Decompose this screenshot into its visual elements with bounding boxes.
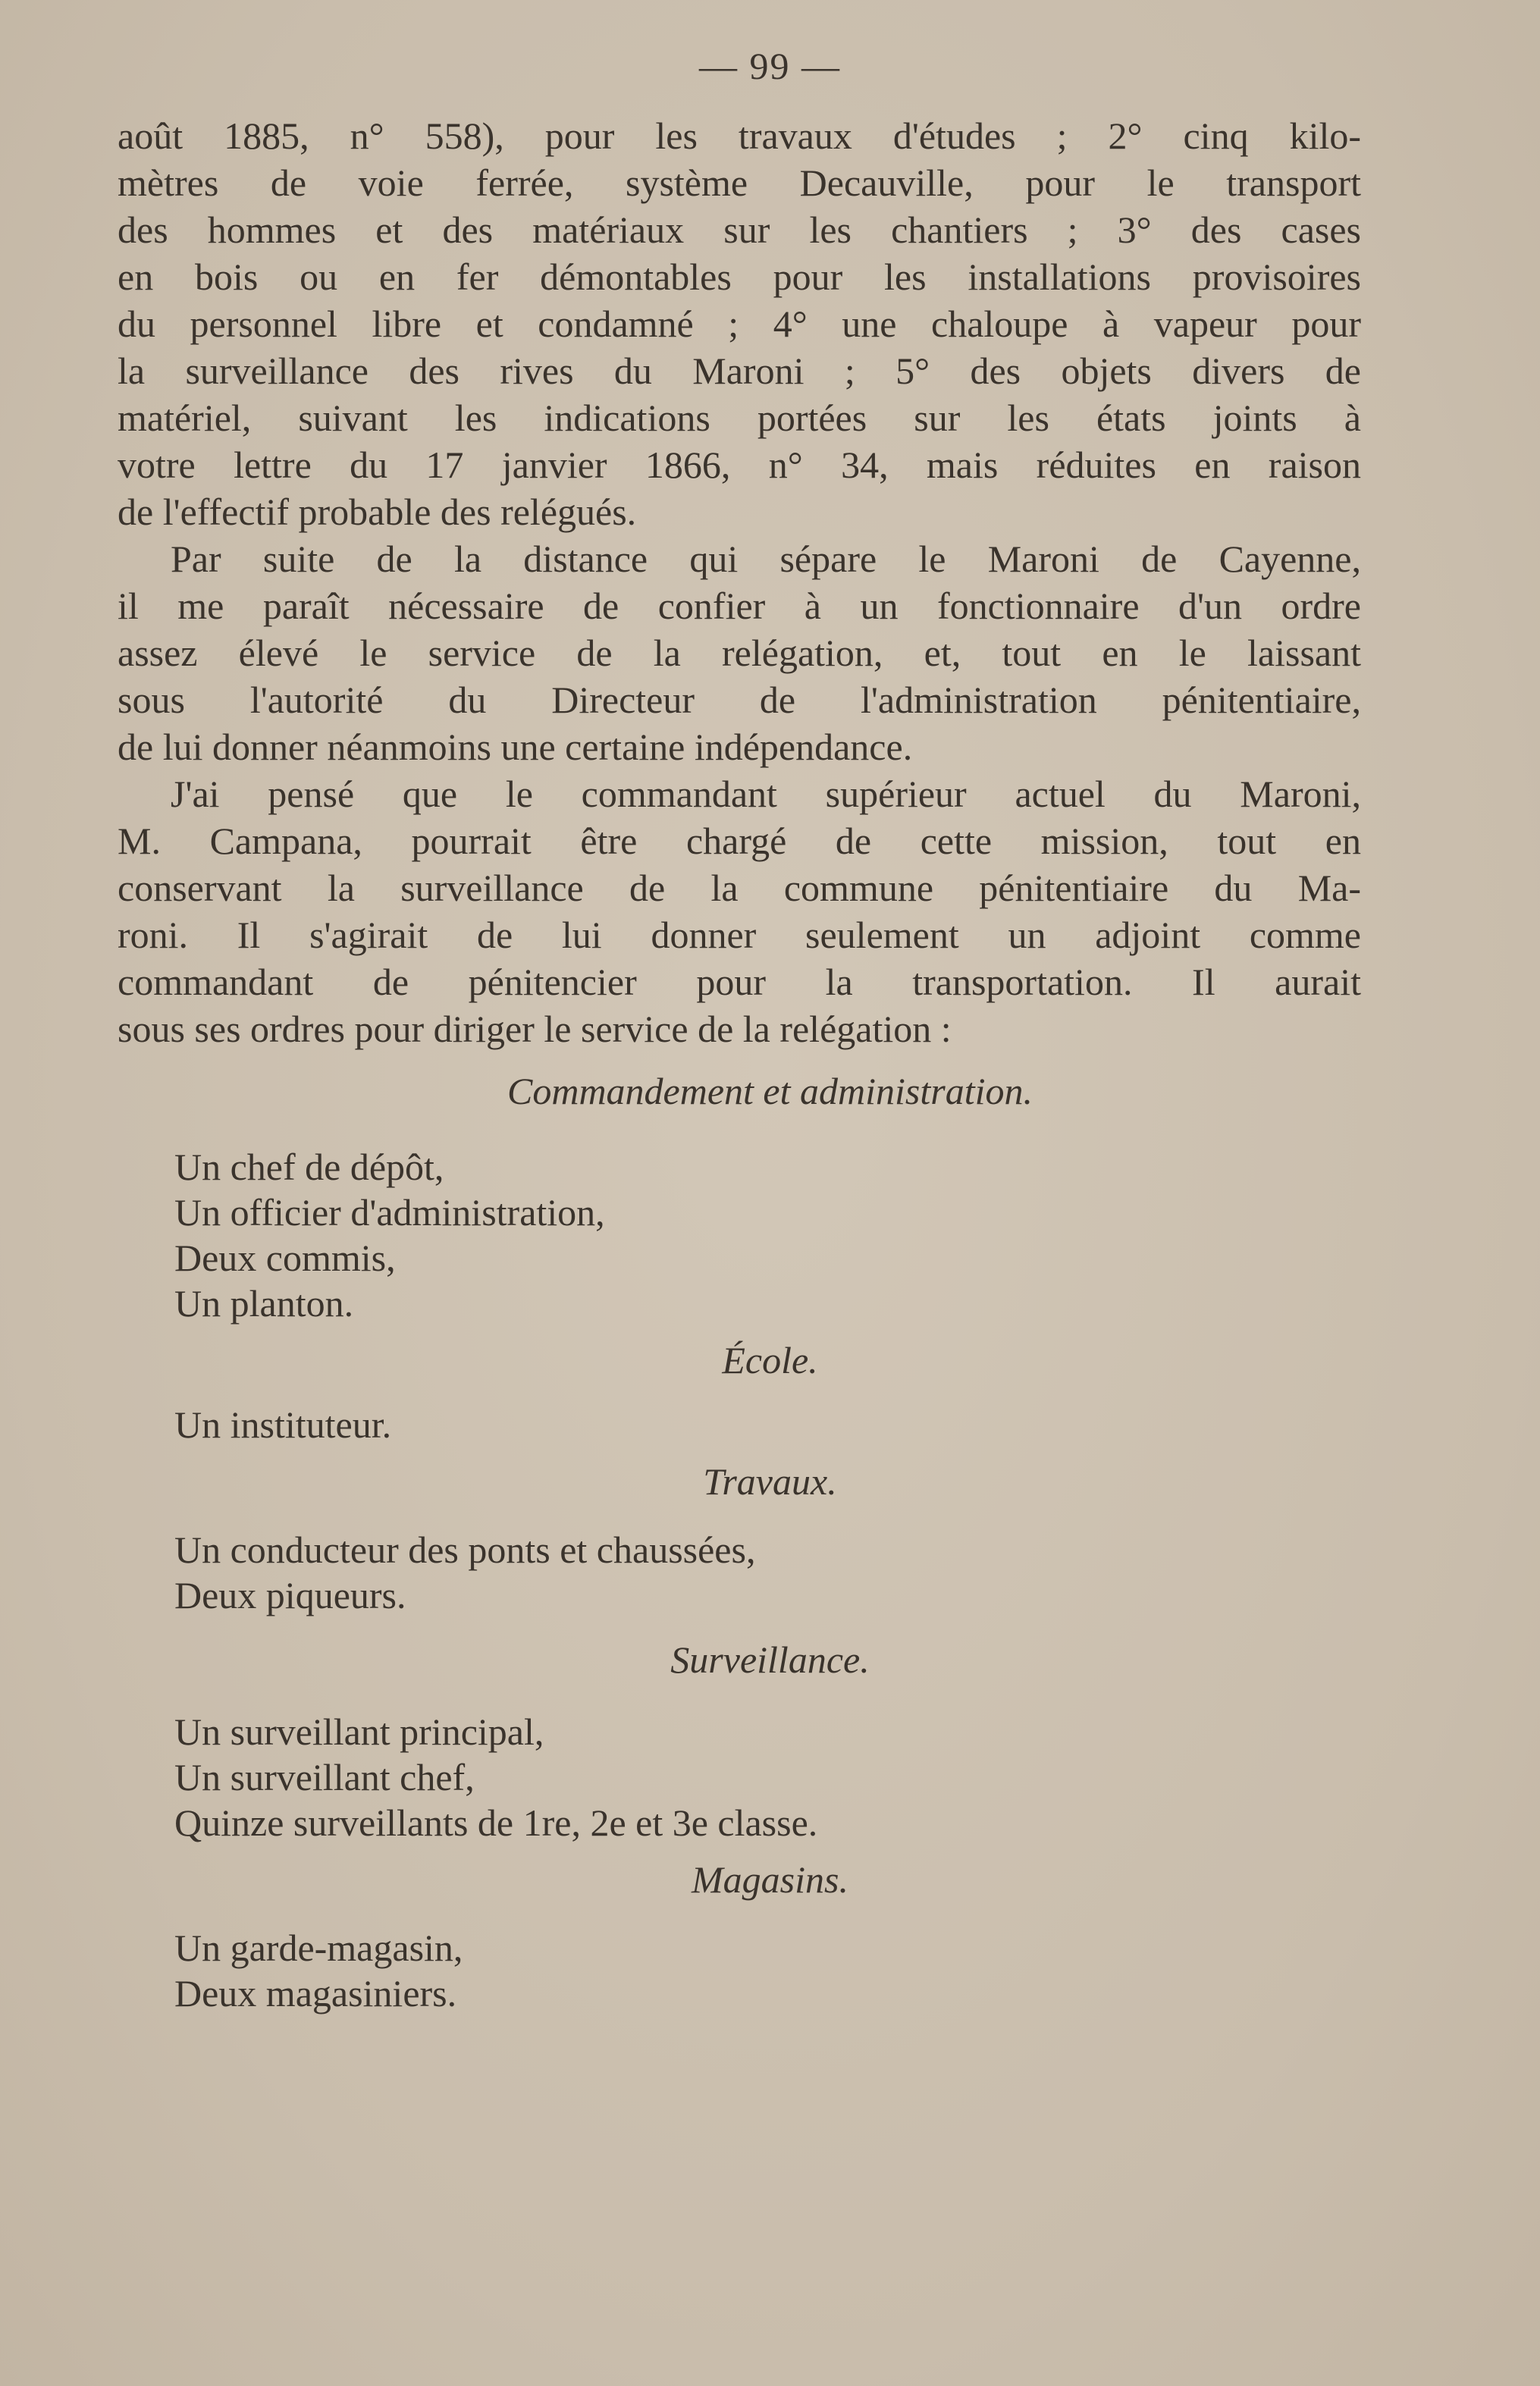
section-heading: Magasins.: [692, 1858, 848, 1901]
text-line: roni. Il s'agirait de lui donner seulement un adjoint comme: [118, 914, 1361, 956]
text-line: du personnel libre et condamné ; 4° une chaloupe à vapeur pour: [118, 303, 1361, 345]
text-line: de l'effectif probable des relégués.: [118, 491, 637, 533]
section-heading: École.: [722, 1339, 818, 1381]
text-line: Par suite de la distance qui sépare le Maroni de Cayenne,: [171, 538, 1361, 580]
text-line: sous l'autorité du Directeur de l'administration pénitentiaire,: [118, 679, 1361, 721]
list-item: Un surveillant principal,: [174, 1710, 544, 1753]
paragraph-2: [118, 535, 1361, 770]
text-line: mètres de voie ferrée, système Decauville, pour le transport: [118, 161, 1361, 204]
text-line: des hommes et des matériaux sur les chantiers ; 3° des cases: [118, 209, 1361, 251]
text-line: J'ai pensé que le commandant supérieur actuel du Maroni,: [171, 773, 1361, 815]
text-line: août 1885, n° 558), pour les travaux d'études ; 2° cinq kilo-: [118, 114, 1361, 157]
list-item: Quinze surveillants de 1re, 2e et 3e classe.: [174, 1801, 818, 1844]
body-text: [118, 112, 1361, 1052]
section-heading: Travaux.: [703, 1460, 837, 1503]
text-line: en bois ou en fer démontables pour les installations provisoires: [118, 256, 1361, 298]
text-line: commandant de pénitencier pour la transportation. Il aurait: [118, 961, 1361, 1003]
text-line: votre lettre du 17 janvier 1866, n° 34, mais réduites en raison: [118, 444, 1361, 486]
text-line: de lui donner néanmoins une certaine indépendance.: [118, 726, 913, 768]
list-item: Un garde-magasin,: [174, 1927, 463, 1969]
text-line: conservant la surveillance de la commune pénitentiaire du Ma-: [118, 867, 1361, 909]
text-line: il me paraît nécessaire de confier à un fonctionnaire d'un ordre: [118, 585, 1361, 627]
list-item: Deux magasiniers.: [174, 1972, 457, 2014]
list-item: Un planton.: [174, 1282, 354, 1325]
list-item: Deux commis,: [174, 1237, 396, 1279]
list-item: Un officier d'administration,: [174, 1191, 605, 1234]
text-line: assez élevé le service de la relégation, et, tout en le laissant: [118, 632, 1361, 674]
list-item: Un chef de dépôt,: [174, 1146, 444, 1188]
section-heading: Surveillance.: [670, 1638, 870, 1681]
text-line: la surveillance des rives du Maroni ; 5° des objets divers de: [118, 350, 1361, 392]
list-item: Un conducteur des ponts et chaussées,: [174, 1528, 756, 1571]
text-line: M. Campana, pourrait être chargé de cette mission, tout en: [118, 820, 1361, 862]
list-item: Deux piqueurs.: [174, 1574, 406, 1616]
text-line: sous ses ordres pour diriger le service de la relégation :: [118, 1008, 952, 1050]
paragraph-1: [118, 112, 1361, 535]
section-heading: Commandement et administration.: [507, 1070, 1033, 1112]
list-item: Un surveillant chef,: [174, 1756, 475, 1798]
list-item: Un instituteur.: [174, 1403, 392, 1446]
page-number: — 99 —: [699, 45, 841, 87]
text-line: matériel, suivant les indications portées sur les états joints à: [118, 397, 1361, 439]
paragraph-3: [118, 770, 1361, 1052]
